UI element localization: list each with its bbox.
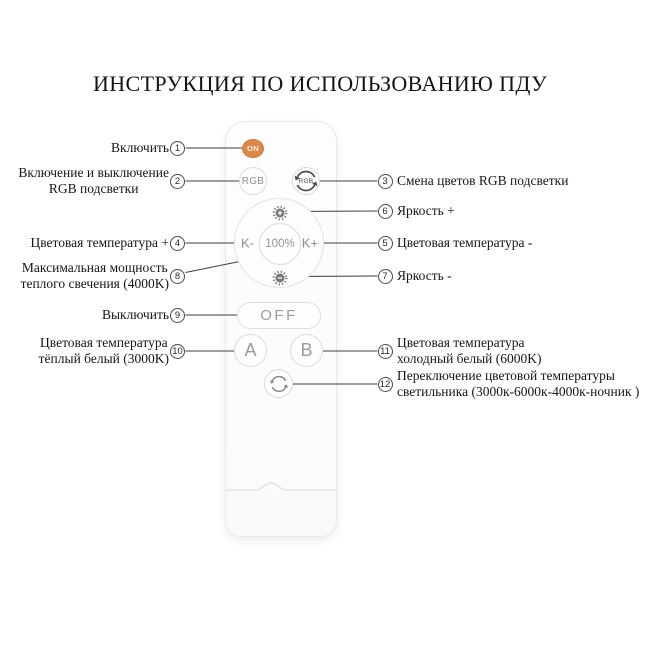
callout-number-12: 12 — [378, 377, 393, 392]
brightness-minus-icon — [272, 270, 288, 286]
rgb-button-label: RGB — [241, 175, 265, 187]
battery-cover — [226, 490, 336, 536]
on-button — [242, 139, 264, 158]
b-button-label: B — [300, 340, 313, 360]
full-power-button — [259, 223, 301, 265]
callout-number-3: 3 — [378, 174, 393, 189]
callout-number-9: 9 — [170, 308, 185, 323]
callout-label-1: Включить — [111, 140, 169, 155]
cold-white-b-button — [290, 334, 323, 367]
callout-label-7: Яркость - — [397, 268, 452, 283]
callout-label-3: Смена цветов RGB подсветки — [397, 173, 569, 188]
callout-label-11: Цветовая температура холодный белый (6000K) — [397, 335, 542, 366]
callout-label-10: Цветовая температура тёплый белый (3000K) — [38, 335, 169, 366]
callout-label-12: Переключение цветовой температуры светильника (3000к-6000к-4000к-ночник ) — [397, 368, 640, 399]
page-title: ИНСТРУКЦИЯ ПО ИСПОЛЬЗОВАНИЮ ПДУ — [92, 71, 548, 96]
k-plus-button: K+ — [301, 235, 318, 251]
callout-label-8: Максимальная мощность теплого свечения (4000K) — [20, 260, 169, 291]
callout-number-7: 7 — [378, 269, 393, 284]
circular-arrows-icon — [269, 374, 289, 394]
off-button-label: OFF — [260, 307, 298, 324]
temperature-cycle-button — [264, 369, 293, 398]
callout-number-11: 11 — [378, 344, 393, 359]
callout-label-4: Цветовая температура + — [30, 235, 169, 250]
k-minus-button: K- — [241, 235, 254, 251]
callout-number-5: 5 — [378, 236, 393, 251]
callout-label-5: Цветовая температура - — [397, 235, 533, 250]
warm-white-a-button — [234, 334, 267, 367]
callout-label-2: Включение и выключение RGB подсветки — [18, 165, 169, 196]
rgb-cycle-button-label: RGB — [298, 177, 314, 185]
callout-number-6: 6 — [378, 204, 393, 219]
dpad-ring — [234, 198, 324, 288]
rgb-color-cycle-button — [292, 167, 320, 195]
a-button-label: A — [244, 340, 257, 360]
brightness-plus-icon — [272, 205, 288, 221]
full-power-label: 100% — [265, 238, 295, 250]
callout-number-8: 8 — [170, 269, 185, 284]
callout-label-9: Выключить — [101, 307, 169, 322]
callout-number-1: 1 — [170, 141, 185, 156]
callout-number-10: 10 — [170, 344, 185, 359]
on-button-label: ON — [247, 144, 259, 153]
rgb-button — [239, 167, 267, 195]
callout-label-6: Яркость + — [397, 203, 455, 218]
callout-number-4: 4 — [170, 236, 185, 251]
callout-number-2: 2 — [170, 174, 185, 189]
off-button — [237, 302, 321, 329]
